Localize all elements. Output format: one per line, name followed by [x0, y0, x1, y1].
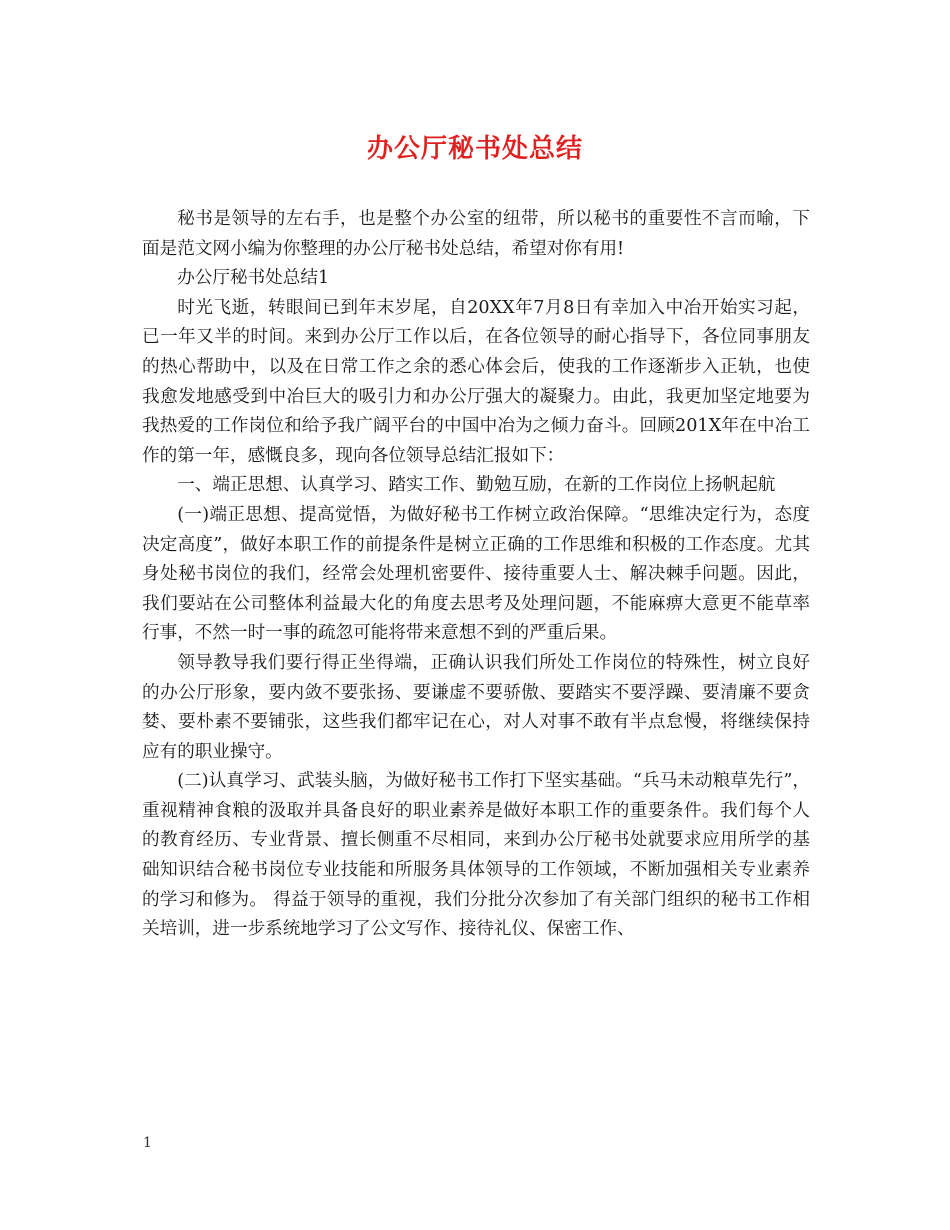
- section-heading: 办公厅秘书处总结1: [177, 268, 330, 289]
- body-paragraph: (一)端正思想、提高觉悟，为做好秘书工作树立政治保障。“思维决定行为，态度决定高度”，做好本职工作的前提条件是树立正确的工作思维和积极的工作态度。尤其身处秘书岗位的我们，经常会处理机密要件、接待重要人士、解决棘手问题。因此，我们要站在公司整体利益最大化的角度去思考及处理问题，不能麻痹大意更不能草率行事，不然一时一事的疏忽可能将带来意想不到的严重后果。: [142, 504, 810, 644]
- body-paragraph: 领导教导我们要行得正坐得端，正确认识我们所处工作岗位的特殊性，树立良好的办公厅形象，要内敛不要张扬、要谦虚不要骄傲、要踏实不要浮躁、要清廉不要贪婪、要朴素不要铺张，这些我们都牢记在心，对人对事不敢有半点怠慢，将继续保持应有的职业操守。: [142, 652, 810, 762]
- body-paragraph: 时光飞逝，转眼间已到年末岁尾，自20XX年7月8日有幸加入中冶开始实习起，已一年又半的时间。来到办公厅工作以后，在各位领导的耐心指导下，各位同事朋友的热心帮助中，以及在日常工作之余的悉心体会后，使我的工作逐渐步入正轨，也使我愈发地感受到中冶巨大的吸引力和办公厅强大的凝聚力。由此，我更加坚定地要为我热爱的工作岗位和给予我广阔平台的中国中冶为之倾力奋斗。回顾201X年在中冶工作的第一年，感慨良多，现向各位领导总结汇报如下：: [142, 297, 810, 466]
- intro-paragraph: 秘书是领导的左右手，也是整个办公室的纽带，所以秘书的重要性不言而喻，下面是范文网小编为你整理的办公厅秘书处总结，希望对你有用!: [142, 209, 810, 259]
- document-body: [142, 205, 810, 945]
- subsection-heading: 一、端正思想、认真学习、踏实工作、勤勉互励，在新的工作岗位上扬帆起航: [177, 475, 776, 496]
- document-title: 办公厅秘书处总结: [366, 134, 583, 164]
- body-paragraph: (二)认真学习、武装头脑，为做好秘书工作打下坚实基础。“兵马未动粮草先行”，重视精神食粮的汲取并具备良好的职业素养是做好本职工作的重要条件。我们每个人的教育经历、专业背景、擅长侧重不尽相同，来到办公厅秘书处就要求应用所学的基础知识结合秘书岗位专业技能和所服务具体领导的工作领域，不断加强相关专业素养的学习和修为。 得益于领导的重视，我们分批分次参加了有关部门组织的秘书工作相关培训，进一步系统地学习了公文写作、接待礼仪、保密工作、: [142, 771, 810, 940]
- page-number: 1: [143, 1135, 152, 1151]
